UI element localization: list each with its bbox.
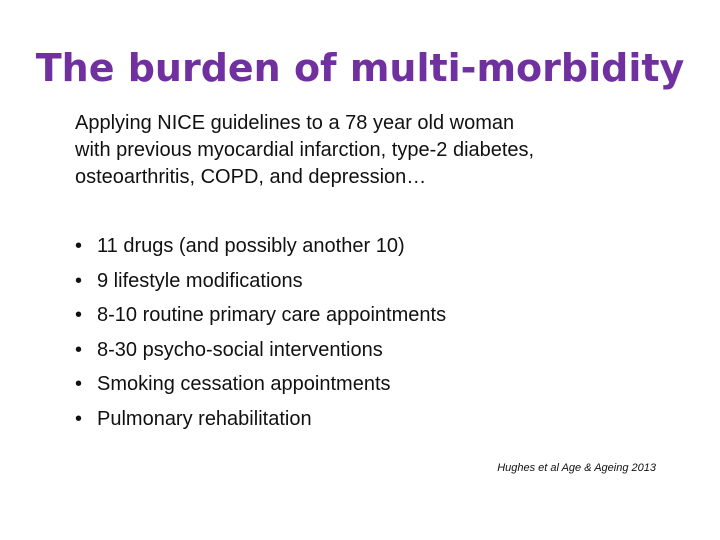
bullet-dot-icon: •	[75, 373, 83, 395]
bullet-text: 9 lifestyle modifications	[97, 269, 303, 292]
slide-title: The burden of multi-morbidity	[35, 46, 685, 90]
bullet-dot-icon: •	[75, 338, 83, 361]
bullet-item	[75, 367, 675, 402]
intro-paragraph	[75, 110, 675, 191]
bullet-item	[75, 333, 675, 368]
bullet-list	[75, 229, 675, 436]
citation: Hughes et al Age & Ageing 2013	[497, 462, 656, 474]
bullet-text: 8-10 routine primary care appointments	[97, 304, 447, 326]
bullet-item	[75, 298, 675, 333]
bullet-item	[75, 264, 675, 299]
intro-line: with previous myocardial infarction, type-2 diabetes,	[75, 139, 535, 161]
intro-line: Applying NICE guidelines to a 78 year old woman	[75, 112, 515, 134]
bullet-dot-icon: •	[75, 304, 83, 326]
bullet-text: Pulmonary rehabilitation	[97, 407, 312, 430]
intro-line: osteoarthritis, COPD, and depression…	[75, 166, 427, 188]
bullet-item	[75, 402, 675, 437]
bullet-text: 11 drugs (and possibly another 10)	[97, 235, 405, 257]
bullet-text: Smoking cessation appointments	[97, 373, 391, 395]
bullet-dot-icon: •	[75, 407, 83, 430]
bullet-dot-icon: •	[75, 269, 83, 292]
bullet-text: 8-30 psycho-social interventions	[97, 338, 383, 361]
bullet-item	[75, 229, 675, 264]
bullet-dot-icon: •	[75, 235, 83, 257]
